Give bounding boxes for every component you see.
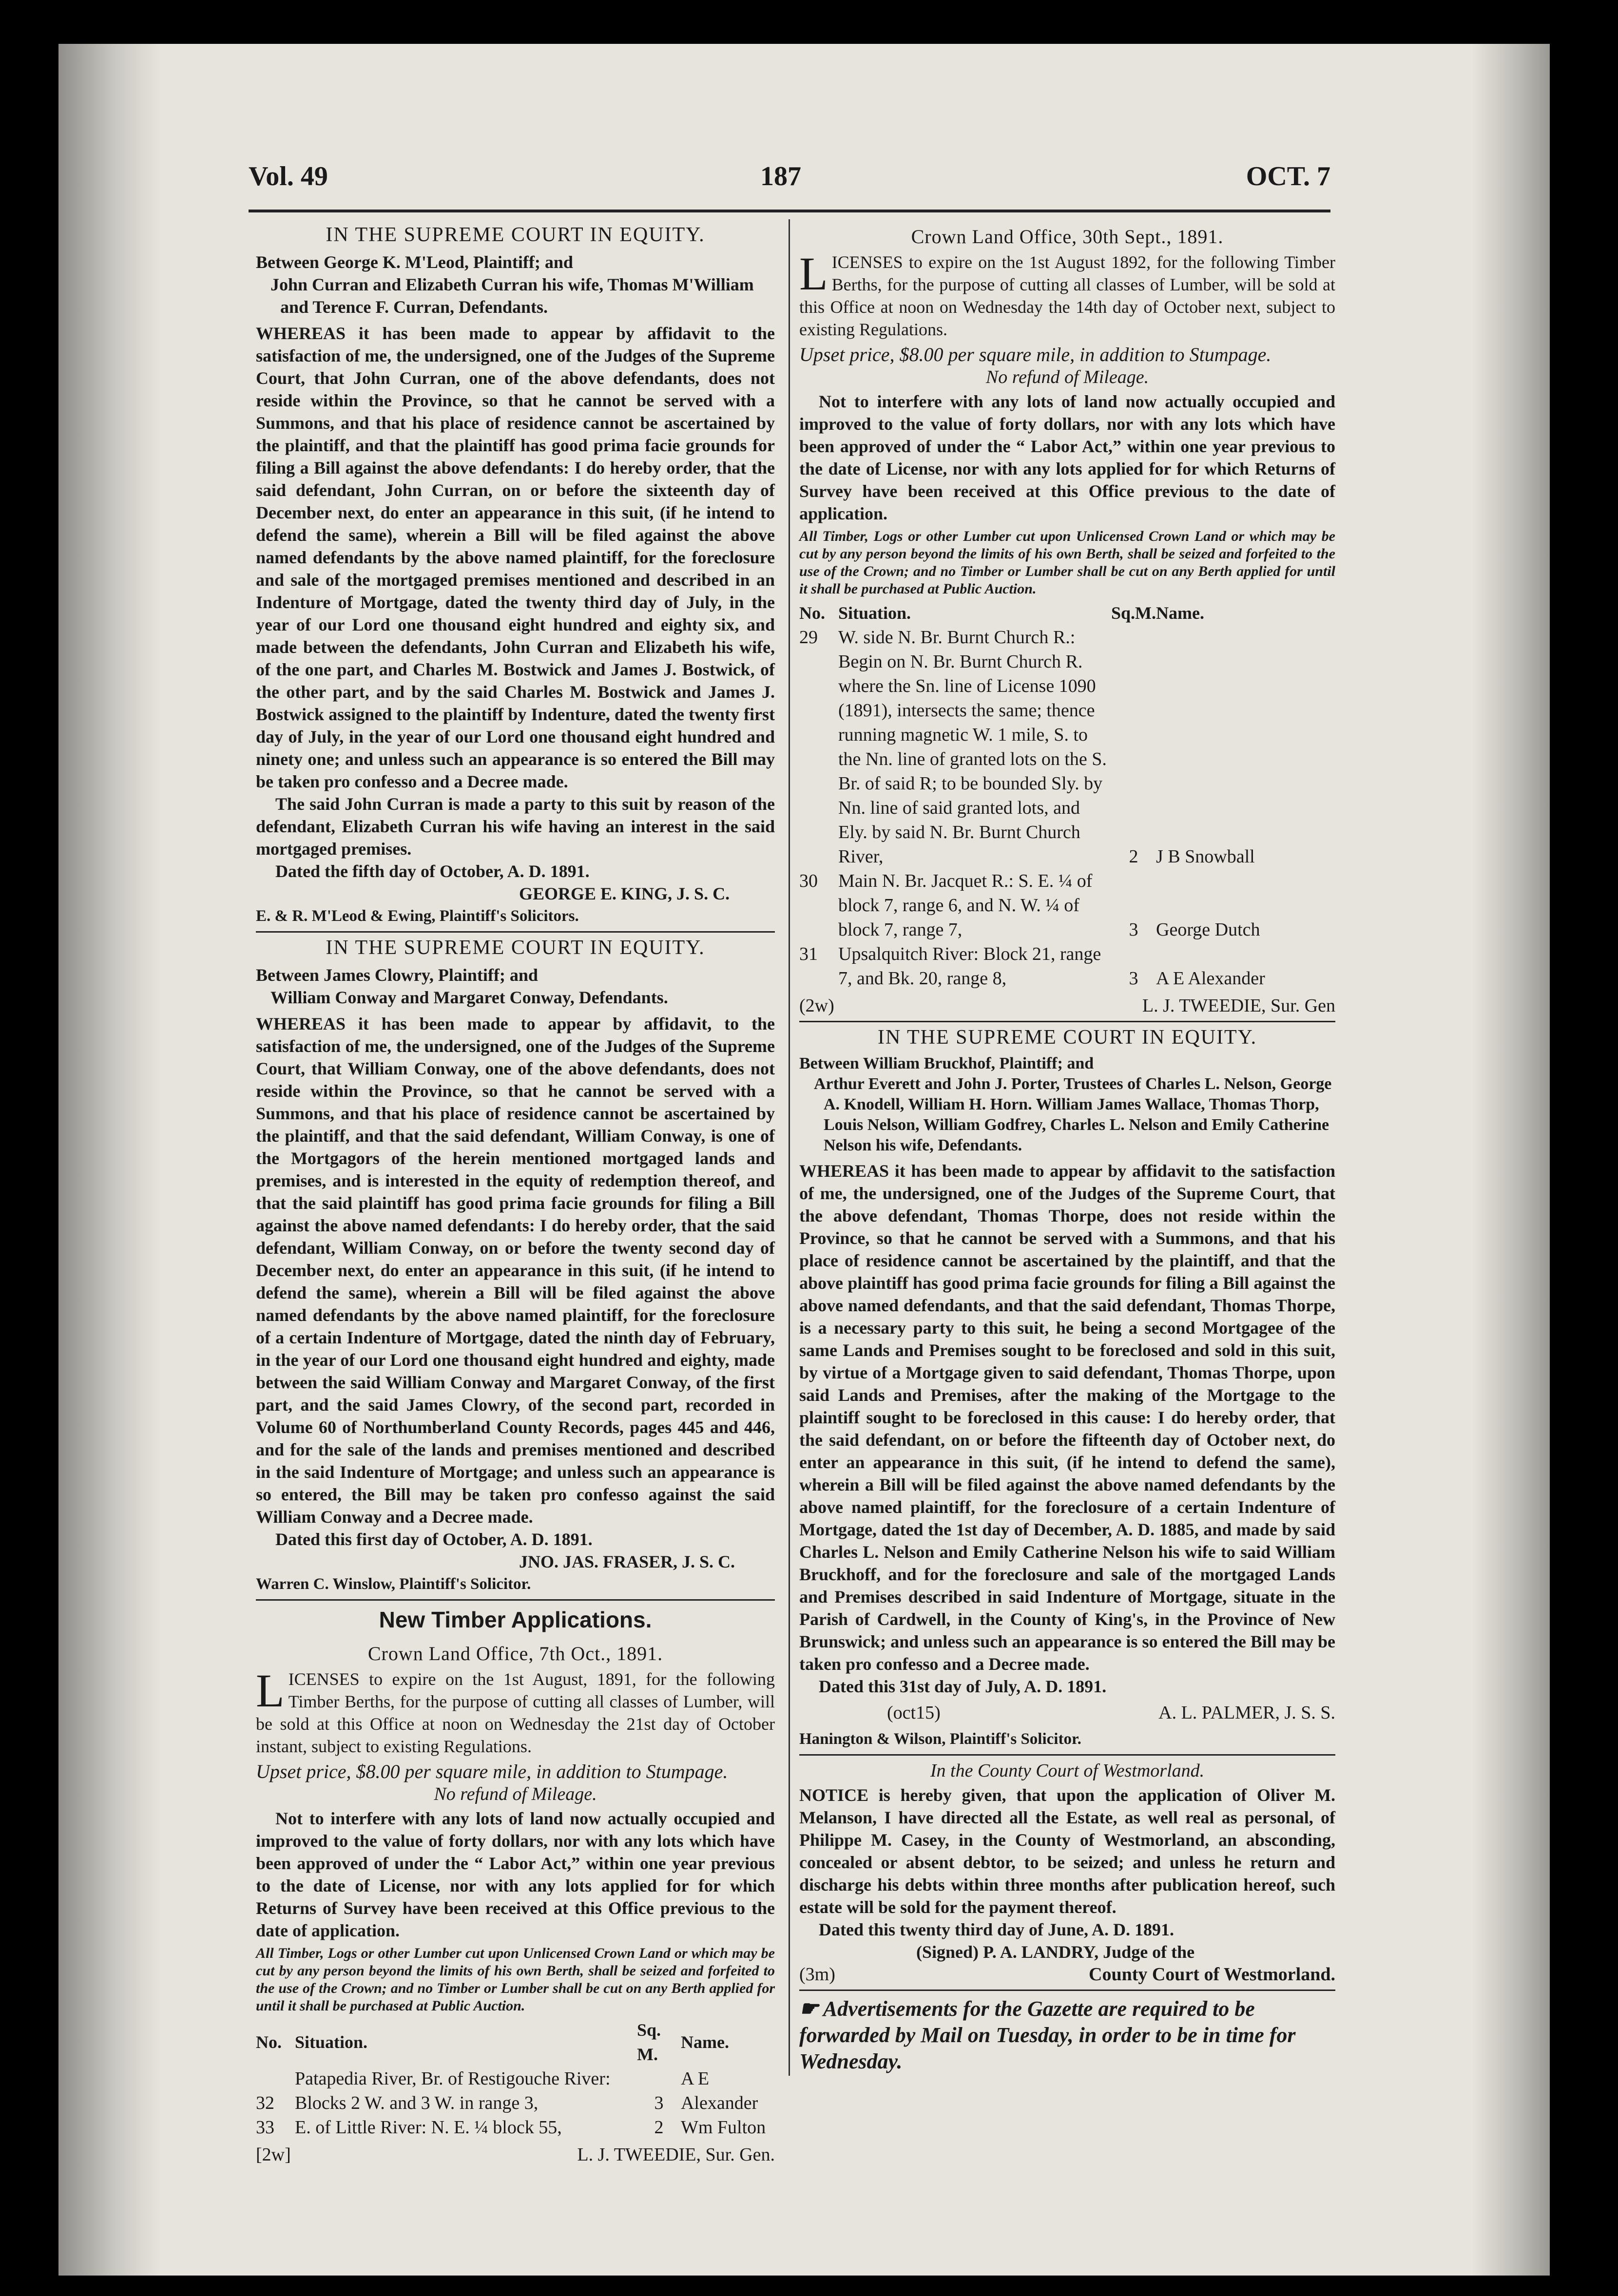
table-row xyxy=(799,625,1335,869)
left-column xyxy=(256,222,775,2170)
section-title: IN THE SUPREME COURT IN EQUITY. xyxy=(326,224,705,246)
cell-no: 30 xyxy=(799,871,818,891)
page-gutter-shadow xyxy=(58,44,161,2276)
parties xyxy=(799,1053,1335,1156)
table-row xyxy=(256,2115,775,2140)
plaintiff-line: Between William Bruckhof, Plaintiff; and xyxy=(799,1054,1094,1072)
berths-table xyxy=(256,2018,775,2140)
cell-no: 32 xyxy=(256,2093,274,2113)
no-refund: No refund of Mileage. xyxy=(434,1784,597,1804)
cell-situation: W. side N. Br. Burnt Church R.: Begin on N. Br. Burnt Church R. where the Sn. line of License 1090 (1891), intersects the same; thence running magnetic W. 1 mile, S. to the Nn. line of granted lots on the S. Br. of said R; to be bounded Sly. by Nn. line of said granted lots, and Ely. by said N. Br. Burnt Church River, xyxy=(838,627,1107,867)
col-situation: Situation. xyxy=(295,2032,368,2052)
right-column xyxy=(799,222,1335,2096)
cell-sq: 3 xyxy=(654,2093,664,2113)
notice-paragraph: The said John Curran is made a party to this suit by reason of the defendant, Elizabeth Curran his wife having an interest in the said mortgaged premises. xyxy=(256,794,775,859)
insertion-code: (oct15) xyxy=(887,1703,941,1723)
section-title: IN THE SUPREME COURT IN EQUITY. xyxy=(326,937,705,959)
dated-line: Dated this 31st day of July, A. D. 1891. xyxy=(819,1677,1107,1696)
issue-date: OCT. 7 xyxy=(1246,161,1330,191)
section-title: In the County Court of Westmorland. xyxy=(930,1760,1205,1781)
judge-signature: GEORGE E. KING, J. S. C. xyxy=(519,884,730,903)
cell-situation: Patapedia River, Br. of Restigouche River: Blocks 2 W. and 3 W. in range 3, xyxy=(295,2068,611,2113)
cell-name: J B Snowball xyxy=(1156,846,1255,867)
page-number: 187 xyxy=(760,161,801,191)
office-line: Crown Land Office, 30th Sept., 1891. xyxy=(911,226,1224,248)
col-no: No. xyxy=(256,2032,282,2052)
license-text: ICENSES to expire on the 1st August, 1891, for the following Timber Berths, for the purpose of cutting all classes of Lumber, will be sold at this Office at noon on Wednesday the 21st day of October instant, subject to existing Regulations. xyxy=(256,1669,775,1756)
cell-situation: Upsalquitch River: Block 21, range 7, and Bk. 20, range 8, xyxy=(838,944,1101,989)
section-title: IN THE SUPREME COURT IN EQUITY. xyxy=(877,1026,1257,1049)
cell-situation: Main N. Br. Jacquet R.: S. E. ¼ of block 7, range 6, and N. W. ¼ of block 7, range 7, xyxy=(838,871,1093,940)
page-edge xyxy=(1472,44,1550,2276)
insertion-code: (3m) xyxy=(799,1964,835,1985)
cell-name: Wm Fulton xyxy=(680,2117,766,2138)
cell-sq: 2 xyxy=(654,2117,664,2138)
surveyor-name: L. J. TWEEDIE, Sur. Gen xyxy=(1142,995,1335,1016)
col-sq: Sq. M. xyxy=(636,2020,661,2064)
surveyor-signature xyxy=(256,2143,775,2166)
cell-name: A E Alexander xyxy=(680,2068,758,2113)
interference-clause: Not to interfere with any lots of land now actually occupied and improved to the value of forty dollars, nor with any lots which have been approved of under the “ Labor Act,” within one year previous to the date of License, nor with any lots applied for for which Returns of Survey have been received at this Office previous to the date of application. xyxy=(799,392,1335,523)
parties xyxy=(256,251,775,318)
warning-text: All Timber, Logs or other Lumber cut upon Unlicensed Crown Land or which may be cut by any person beyond the limits of his own Berth, shall be seized and forfeited to the use of the Crown; and no Timber or Lumber shall be cut on any Berth applied for until it shall be purchased at Public Auction. xyxy=(799,528,1335,597)
col-name: Name. xyxy=(1156,603,1204,623)
table-row xyxy=(799,942,1335,991)
table-row xyxy=(799,869,1335,942)
advertisement-notice: ☛ Advertisements for the Gazette are required to be forwarded by Mail on Tuesday, in order to be in time for Wednesday. xyxy=(799,1997,1296,2073)
notice-body: WHEREAS it has been made to appear by affidavit, to the satisfaction of me, the undersigned, one of the Judges of the Supreme Court, that William Conway, one of the above defendants, does not reside within the Province, so that he cannot be served with a Summons, and that his place of residence cannot be ascertained by the plaintiff, and that the said defendant, William Conway, is one of the Mortgagors of the herein mentioned mortgaged lands and premises, and is interested in the equity of redemption thereof, and that the said plaintiff has good prima facie grounds for filing a Bill against the above named defendants: I do hereby order, that the said defendant, William Conway, on or before the twenty second day of December next, do enter an appearance in this suit, (if he intend to defend the same), wherein a Bill will be filed against the above named defendants by the above named plaintiff, for the foreclosure of a certain Indenture of Mortgage, dated the ninth day of February, in the year of our Lord one thousand eight hundred and eighty, made between the said William Conway and Margaret Conway, of the first part, and the said James Clowry, of the second part, recorded in Volume 60 of Northumberland County Records, pages 445 and 446, and for the sale of the lands and premises mentioned and described in the said Indenture of Mortgage; and unless such an appearance is so entered, the Bill may be taken pro confesso against the said William Conway and a Decree made. xyxy=(256,1014,775,1527)
new-timber-applications xyxy=(256,1608,775,2166)
defendants-line: Arthur Everett and John J. Porter, Trustees of Charles L. Nelson, George A. Knodell, William H. Horn. William James Wallace, Thomas Thorp, Louis Nelson, William Godfrey, Charles L. Nelson and Emily Catherine Nelson his wife, Defendants. xyxy=(814,1075,1332,1154)
plaintiff-line: Between James Clowry, Plaintiff; and xyxy=(256,965,538,985)
divider xyxy=(256,1599,775,1601)
divider xyxy=(799,1021,1335,1022)
plaintiff-line: Between George K. M'Leod, Plaintiff; and xyxy=(256,252,573,272)
cell-situation: E. of Little River: N. E. ¼ block 55, xyxy=(295,2117,562,2138)
column-separator xyxy=(789,219,790,2076)
divider xyxy=(799,1754,1335,1756)
notice-bruckhof xyxy=(799,1026,1335,1750)
divider xyxy=(256,931,775,933)
notice-curran xyxy=(256,224,775,927)
interference-clause: Not to interfere with any lots of land now actually occupied and improved to the value of forty dollars, nor with any lots which have been approved of under the “ Labor Act,” within one year previous to the date of License, nor with any lots applied for for which Returns of Survey have been received at this Office previous to the date of application. xyxy=(256,1809,775,1940)
section-heading: New Timber Applications. xyxy=(379,1607,652,1632)
county-court-notice xyxy=(799,1760,1335,1986)
cell-sq: 2 xyxy=(1129,846,1138,867)
cell-no: 33 xyxy=(256,2117,274,2138)
cell-name: George Dutch xyxy=(1156,919,1260,940)
col-no: No. xyxy=(799,603,825,623)
table-header xyxy=(256,2018,775,2066)
judge-title xyxy=(799,1963,1335,1986)
judge-signature xyxy=(799,1702,1335,1724)
dated-line: Dated this first day of October, A. D. 1891. xyxy=(275,1530,593,1549)
notice-conway xyxy=(256,937,775,1595)
judge-signature: JNO. JAS. FRASER, J. S. C. xyxy=(519,1552,735,1571)
surveyor-name: L. J. TWEEDIE, Sur. Gen. xyxy=(577,2144,775,2165)
header-rule xyxy=(249,210,1330,212)
cell-no: 29 xyxy=(799,627,818,648)
page-header xyxy=(249,161,1330,205)
table-header xyxy=(799,601,1335,625)
divider xyxy=(799,1990,1335,1991)
license-notice xyxy=(799,248,1335,341)
defendants-line: John Curran and Elizabeth Curran his wife, Thomas M'William and Terence F. Curran, Defendants. xyxy=(270,275,754,317)
warning-text: All Timber, Logs or other Lumber cut upon Unlicensed Crown Land or which may be cut by any person beyond the limits of his own Berth, shall be seized and forfeited to the use of the Crown; and no Timber or Lumber shall be cut on any Berth applied for until it shall be purchased at Public Auction. xyxy=(256,1945,775,2014)
col-sq: Sq.M. xyxy=(1111,603,1156,623)
col-name: Name. xyxy=(680,2032,729,2052)
cell-no: 31 xyxy=(799,944,818,964)
judge-signature: (Signed) P. A. LANDRY, Judge of the xyxy=(916,1942,1195,1962)
solicitor-line: Hanington & Wilson, Plaintiff's Solicitor. xyxy=(799,1730,1081,1748)
court-name: County Court of Westmorland. xyxy=(1089,1964,1335,1985)
berths-table xyxy=(799,601,1335,991)
no-refund: No refund of Mileage. xyxy=(985,367,1149,387)
upset-price: Upset price, $8.00 per square mile, in addition to Stumpage. xyxy=(799,344,1271,365)
notice-body: WHEREAS it has been made to appear by affidavit to the satisfaction of me, the undersigned, one of the Judges of the Supreme Court, that the above defendant, Thomas Thorpe, does not reside within the Province, so that he cannot be served with a Summons, and that his place of residence cannot be ascertained by the plaintiff, and that the above plaintiff has good prima facie grounds for filing a Bill against the above named defendants, and that the said defendant, Thomas Thorpe, is a necessary party to this suit, he being a second Mortgagee of the same Lands and Premises sought to be foreclosed and sold in this suit, by virtue of a Mortgage given to said defendant, Thomas Thorpe, upon said Lands and Premises, after the making of the Mortgage to the plaintiff sought to be foreclosed in this cause: I do hereby order, that the said defendant, on or before the fifteenth day of October next, do enter an appearance in this suit, (if he intend to defend the same), wherein a Bill will be filed against the above named defendants by the above named plaintiff, for the foreclosure of a certain Indenture of Mortgage, dated the 1st day of December, A. D. 1885, and made by said Charles L. Nelson and Emily Catherine Nelson his wife to said William Bruckhoff, and for the foreclosure and sale of the mortgaged Lands and Premises described in said Indenture of Mortgage, situate in the Parish of Cardwell, in the County of King's, in the Province of New Brunswick; and unless such an appearance is so entered the Bill may be taken pro confesso and a Decree made. xyxy=(799,1161,1335,1674)
judge-name: A. L. PALMER, J. S. S. xyxy=(1158,1703,1335,1723)
col-situation: Situation. xyxy=(838,603,911,623)
license-notice xyxy=(256,1665,775,1758)
notice-body: NOTICE is hereby given, that upon the application of Oliver M. Melanson, I have directed all the Estate, as well real as personal, of Philippe M. Casey, in the County of Westmorland, an absconding, concealed or absent debtor, to be seized; and unless he return and discharge his debts within three months after publication hereof, such estate will be sold for the payment thereof. xyxy=(799,1785,1335,1917)
solicitor-line: Warren C. Winslow, Plaintiff's Solicitor. xyxy=(256,1575,531,1593)
upset-price: Upset price, $8.00 per square mile, in addition to Stumpage. xyxy=(256,1760,728,1782)
table-row xyxy=(256,2066,775,2115)
insertion-code: [2w] xyxy=(256,2144,291,2165)
parties xyxy=(256,964,775,1009)
volume-number: Vol. 49 xyxy=(249,161,328,191)
defendants-line: William Conway and Margaret Conway, Defendants. xyxy=(270,988,668,1007)
drop-cap: L xyxy=(256,1665,285,1717)
drop-cap: L xyxy=(799,248,828,300)
cell-name: A E Alexander xyxy=(1156,968,1265,989)
insertion-code: (2w) xyxy=(799,995,834,1016)
office-line: Crown Land Office, 7th Oct., 1891. xyxy=(367,1643,663,1665)
dated-line: Dated this twenty third day of June, A. D. 1891. xyxy=(819,1920,1175,1939)
license-text: ICENSES to expire on the 1st August 1892, for the following Timber Berths, for the purpose of cutting all classes of Lumber, will be sold at this Office at noon on Wednesday the 14th day of October next, subject to existing Regulations. xyxy=(799,252,1335,339)
crown-land-notice xyxy=(799,226,1335,1017)
notice-body: WHEREAS it has been made to appear by affidavit to the satisfaction of me, the undersigned, one of the Judges of the Supreme Court, that John Curran, one of the above defendants, does not reside within the Province, so that he cannot be served with a Summons, and that his place of residence cannot be ascertained by the plaintiff, and that the plaintiff has good prima facie grounds for filing a Bill against the above defendants: I do hereby order, that the said defendant, John Curran, on or before the sixteenth day of December next, do enter an appearance in this suit, (if he intend to defend the same), wherein a Bill will be filed against the above named defendants by the above named plaintiff, for the foreclosure and sale of the mortgaged premises mentioned and described in an Indenture of Mortgage, dated the twenty third day of July, in the year of our Lord one thousand eight hundred and eighty six, and made between the defendants, John Curran and Elizabeth his wife, of the one part, and Charles M. Bostwick and James J. Bostwick, of the other part, and by the said Charles M. Bostwick and James J. Bostwick assigned to the plaintiff by Indenture, dated the twenty first day of July, in the year of our Lord one thousand eight hundred and ninety one; and unless such an appearance is so entered the Bill may be taken pro confesso and a Decree made. xyxy=(256,324,775,791)
surveyor-signature xyxy=(799,995,1335,1017)
solicitor-line: E. & R. M'Leod & Ewing, Plaintiff's Solicitors. xyxy=(256,907,579,925)
cell-sq: 3 xyxy=(1129,919,1138,940)
cell-sq: 3 xyxy=(1129,968,1138,989)
dated-line: Dated the fifth day of October, A. D. 1891. xyxy=(275,861,590,881)
